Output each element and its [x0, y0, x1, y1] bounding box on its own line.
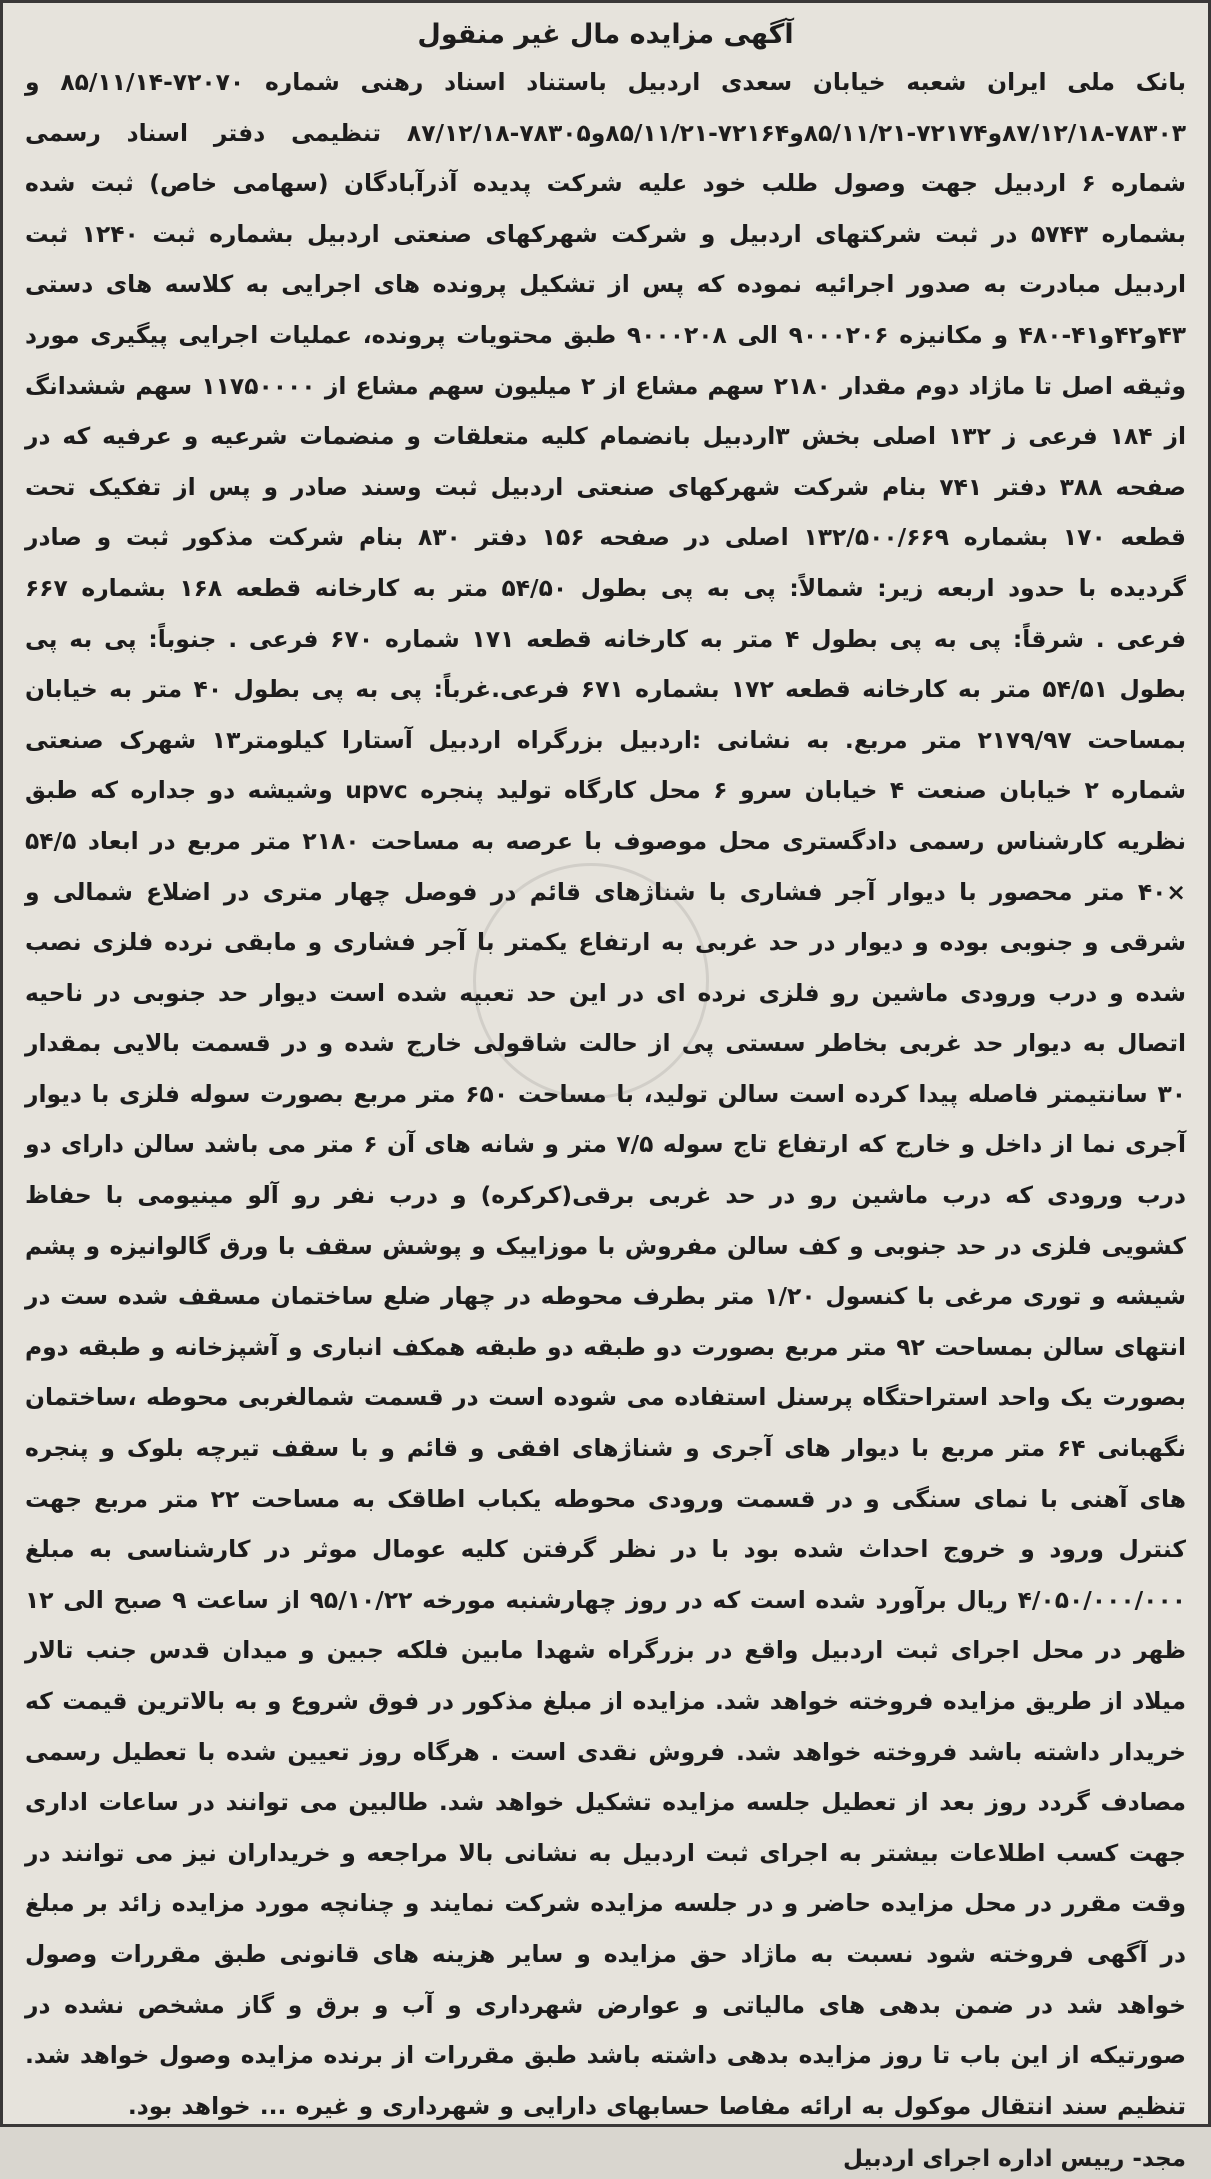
notice-body: بانک ملی ایران شعبه خیابان سعدی اردبیل باستناد اسناد رهنی شماره ۷۲۰۷۰-۸۵/۱۱/۱۴ و ۷۸۳۰۳-۸۷/۱۲/۱۸و۷۲۱۷۴-۸۵/۱۱/۲۱و۷۲۱۶۴-۸۵/۱۱/۲۱و۷۸۳۰۵-۸۷/۱۲/۱۸ تنظیمی دفتر اسناد رسمی شماره ۶ اردبیل جهت وصول طلب خود علیه شرکت پدیده آذرآبادگان (سهامی خاص) ثبت شده بشماره ۵۷۴۳ در ثبت شرکتهای اردبیل و شرکت شهرکهای صنعتی اردبیل بشماره ثبت ۱۲۴۰ ثبت اردبیل مبادرت به صدور اجرائیه نموده که پس از تشکیل پرونده های اجرایی به کلاسه های دستی ۴۳و۴۲و۴۱-۴۸۰ و مکانیزه ۹۰۰۰۲۰۶ الی ۹۰۰۰۲۰۸ طبق محتویات پرونده، عملیات اجرایی پیگیری مورد وثیقه اصل تا ماژاد دوم مقدار ۲۱۸۰ سهم مشاع از ۲ میلیون سهم مشاع از ۱۱۷۵۰۰۰۰ سهم ششدانگ از ۱۸۴ فرعی ز ۱۳۲ اصلی بخش ۳اردبیل بانضمام کلیه متعلقات و منضمات شرعیه و عرفیه که در صفحه ۳۸۸ دفتر ۷۴۱ بنام شرکت شهرکهای صنعتی اردبیل ثبت وسند صادر و پس از تفکیک تحت قطعه ۱۷۰ بشماره ۱۳۲/۵۰۰/۶۶۹ اصلی در صفحه ۱۵۶ دفتر ۸۳۰ بنام شرکت مذکور ثبت و صادر گردیده با حدود اربعه زیر: شمالاً: پی به پی بطول ۵۴/۵۰ متر به کارخانه قطعه ۱۶۸ بشماره ۶۶۷ فرعی . شرقاً: پی به پی بطول ۴ متر به کارخانه قطعه ۱۷۱ شماره ۶۷۰ فرعی . جنوباً: پی به پی بطول ۵۴/۵۱ متر به کارخانه قطعه ۱۷۲ بشماره ۶۷۱ فرعی.غرباً: پی به پی بطول ۴۰ متر به خیابان بمساحت ۲۱۷۹/۹۷ متر مربع. به نشانی :اردبیل بزرگراه اردبیل آستارا کیلومتر۱۳ شهرک صنعتی شماره ۲ خیابان صنعت ۴ خیابان سرو ۶ محل کارگاه تولید پنجره upvc وشیشه دو جداره که طبق نظریه کارشناس رسمی دادگستری محل موصوف با عرصه به مساحت ۲۱۸۰ متر مربع در ابعاد ۵۴/۵ ×۴۰ متر محصور با دیوار آجر فشاری با شناژهای قائم در فوصل چهار متری در اضلاع شمالی و شرقی و جنوبی بوده و دیوار در حد غربی به ارتفاع یکمتر با آجر فشاری و مابقی نرده فلزی نصب شده و درب ورودی ماشین رو فلزی نرده ای در این حد تعبیه شده است دیوار حد جنوبی در ناحیه اتصال به دیوار حد غربی بخاطر سستی پی از حالت شاقولی خارج شده و در قسمت بالایی بمقدار ۳۰ سانتیمتر فاصله پیدا کرده است سالن تولید، با مساحت ۶۵۰ متر مربع بصورت سوله فلزی با دیوار آجری نما از داخل و خارج که ارتفاع تاج سوله ۷/۵ متر و شانه های آن ۶ متر می باشد سالن دارای دو درب ورودی که درب ماشین رو در حد غربی برقی(کرکره) و درب نفر رو آلو مینیومی با حفاظ کشویی فلزی در حد جنوبی و کف سالن مفروش با موزاییک و پوشش سقف با ورق گالوانیزه و پشم شیشه و توری مرغی با کنسول ۱/۲۰ متر بطرف محوطه در چهار ضلع ساختمان مسقف شده ست در انتهای سالن بمساحت ۹۲ متر مربع بصورت دو طبقه دو طبقه همکف انباری و آشپزخانه و طبقه دوم بصورت یک واحد استراحتگاه پرسنل استفاده می شوده است در قسمت شمالغربی محوطه ،ساختمان نگهبانی ۶۴ متر مربع با دیوار های آجری و شناژهای افقی و قائم و با سقف تیرچه بلوک و پنجره های آهنی با نمای سنگی و در قسمت ورودی محوطه یکباب اطاقک به مساحت ۲۲ متر مربع جهت کنترل ورود و خروج احداث شده بود با در نظر گرفتن کلیه عومال موثر در کارشناسی به مبلغ ۴/۰۵۰/۰۰۰/۰۰۰ ریال برآورد شده است که در روز چهارشنبه مورخه ۹۵/۱۰/۲۲ از ساعت ۹ صبح الی ۱۲ ظهر در محل اجرای ثبت اردبیل واقع در بزرگراه شهدا مابین فلکه جبین و میدان قدس جنب تالار میلاد از طریق مزایده فروخته خواهد شد. مزایده از مبلغ مذکور در فوق شروع و به بالاترین قیمت که خریدار داشته باشد فروخته خواهد شد. فروش نقدی است . هرگاه روز تعیین شده با تعطیل رسمی مصادف گردد روز بعد از تعطیل جلسه مزایده تشکیل خواهد شد. طالبین می توانند در ساعات اداری جهت کسب اطلاعات بیشتر به اجرای ثبت اردبیل به نشانی بالا مراجعه و خریداران نیز می توانند در وقت مقرر در محل مزایده حاضر و در جلسه مزایده شرکت نمایند و چنانچه مورد مزایده زائد بر مبلغ در آگهی فروخته شود نسبت به ماژاد حق مزایده و سایر هزینه های قانونی طبق مقررات وصول خواهد شد در ضمن بدهی های مالیاتی و عوارض شهرداری و آب و برق و گاز مشخص نشده در صورتیکه از این باب تا روز مزایده بدهی داشته باشد طبق مقررات از برنده مزایده وصول خواهد شد. تنظیم سند انتقال موکول به ارائه مفاصا حسابهای دارایی و شهرداری و غیره ... خواهد بود.: [25, 68, 1187, 2120]
notice-title: آگهی مزایده مال غیر منقول: [417, 19, 794, 50]
notice-signature: مجد- رییس اداره اجرای اردبیل: [842, 2146, 1186, 2173]
